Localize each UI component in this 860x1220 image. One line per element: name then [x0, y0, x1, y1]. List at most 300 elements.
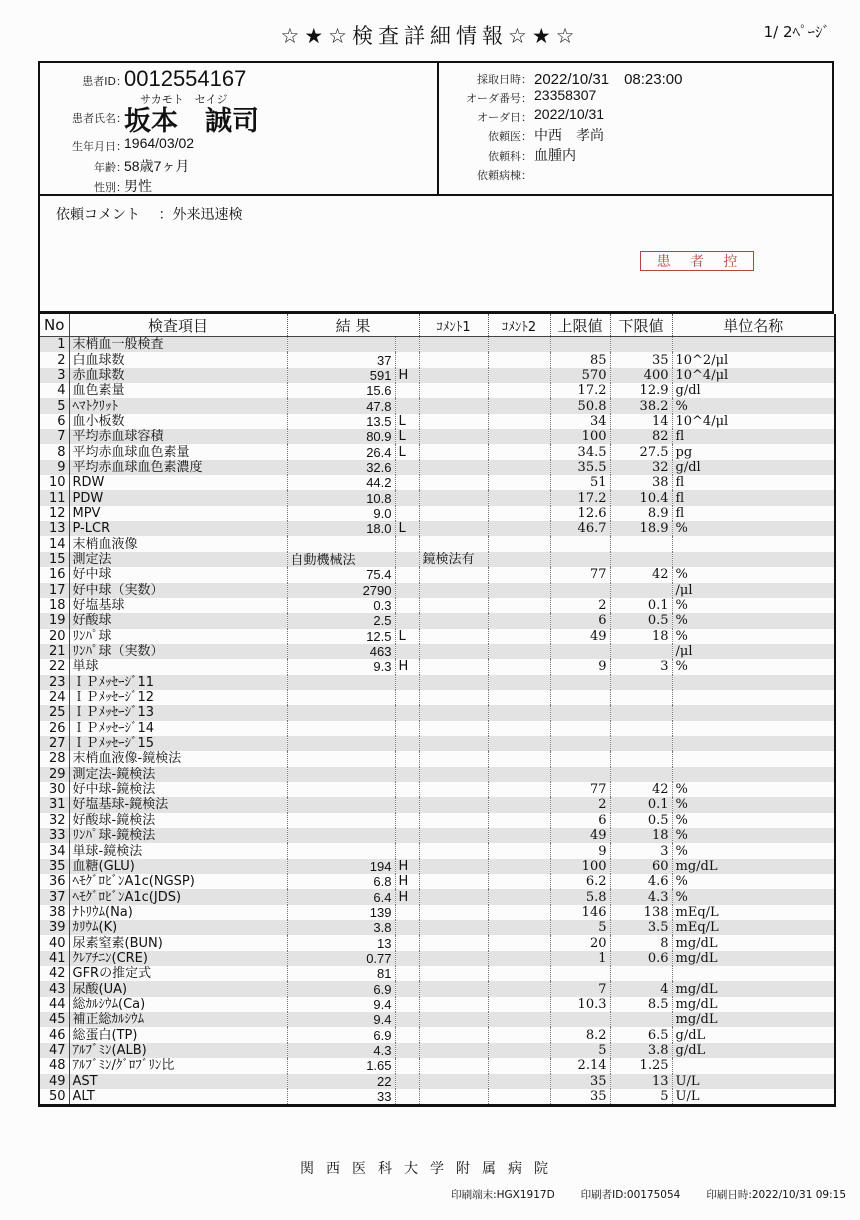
patient-copy-stamp	[640, 251, 754, 271]
result-value: 15.6	[287, 383, 395, 398]
unit-name: %	[675, 598, 688, 614]
lower-limit	[610, 966, 672, 981]
lower-limit: 138	[610, 905, 672, 920]
comment1	[419, 475, 488, 490]
comment2	[488, 859, 550, 874]
comment2	[488, 506, 550, 521]
result-value: 139	[287, 905, 395, 920]
table-row	[39, 751, 835, 766]
upper-limit: 1	[550, 951, 610, 966]
test-item-name: GFRの推定式	[69, 966, 287, 981]
unit-name: %	[672, 521, 835, 536]
stamp-char: 控	[723, 254, 738, 270]
lower-limit	[610, 751, 672, 766]
row-number: 42	[39, 966, 69, 981]
result-value: 0.3	[287, 598, 395, 613]
row-number: 25	[39, 705, 69, 720]
table-row	[39, 521, 835, 536]
row-number: 18	[39, 598, 69, 613]
comment1: 鏡検法有	[419, 552, 488, 567]
abnormal-flag	[395, 506, 419, 521]
comment1	[419, 352, 488, 367]
abnormal-flag	[395, 813, 419, 828]
test-item-name: MPV	[69, 506, 287, 521]
unit-name: fl	[675, 505, 685, 521]
abnormal-flag	[395, 828, 419, 843]
table-row	[39, 782, 835, 797]
upper-limit: 85	[550, 352, 610, 367]
abnormal-flag	[395, 966, 419, 981]
abnormal-flag: H	[395, 874, 419, 889]
test-item-name: ＩＰﾒｯｾｰｼﾞ11	[69, 675, 287, 690]
test-item-name: 補正総ｶﾙｼｳﾑ	[69, 1012, 287, 1027]
row-number: 9	[39, 460, 69, 475]
unit-name	[672, 966, 835, 981]
abnormal-flag	[395, 490, 419, 505]
comment2	[488, 1012, 550, 1027]
comment2	[488, 1058, 550, 1073]
row-number: 23	[39, 675, 69, 690]
comment2	[488, 567, 550, 582]
unit-name: 10^4/μl	[675, 413, 729, 429]
lower-limit: 18.9	[610, 521, 672, 536]
sex-label: 性別：	[94, 181, 127, 194]
abnormal-flag	[395, 644, 419, 659]
row-number: 20	[39, 629, 69, 644]
table-row	[39, 997, 835, 1012]
comment1	[419, 920, 488, 935]
lower-limit: 400	[610, 368, 672, 383]
lower-limit: 3.8	[610, 1043, 672, 1058]
table-row	[39, 368, 835, 383]
unit-name: %	[672, 398, 835, 413]
test-item-name: ﾍﾓｸﾞﾛﾋﾞﾝA1c(JDS)	[69, 889, 287, 904]
test-item-name: ＩＰﾒｯｾｰｼﾞ12	[69, 690, 287, 705]
comment1	[419, 981, 488, 996]
table-row	[39, 1027, 835, 1042]
unit-name: g/dl	[672, 460, 835, 475]
comment2	[488, 490, 550, 505]
result-value: 1.65	[287, 1058, 395, 1073]
result-value: 4.3	[287, 1043, 395, 1058]
order-date-label: オーダ日：	[477, 111, 532, 124]
row-number: 1	[39, 337, 69, 353]
comment1	[419, 767, 488, 782]
abnormal-flag	[395, 613, 419, 628]
unit-name: pg	[675, 444, 693, 460]
patient-name-label: 患者氏名：	[72, 112, 127, 125]
comment1	[419, 536, 488, 551]
test-item-name: 好酸球	[69, 613, 287, 628]
comment1	[419, 889, 488, 904]
upper-limit	[550, 705, 610, 720]
stamp-char: 患	[656, 254, 671, 270]
upper-limit: 100	[550, 429, 610, 444]
row-number: 10	[39, 475, 69, 490]
row-number: 21	[39, 644, 69, 659]
upper-limit: 6	[550, 613, 610, 628]
row-number: 6	[39, 414, 69, 429]
abnormal-flag	[395, 905, 419, 920]
lower-limit: 5	[610, 1089, 672, 1106]
table-row	[39, 1058, 835, 1073]
test-item-name: 好塩基球-鏡検法	[69, 797, 287, 812]
table-header-row	[39, 314, 835, 337]
comment1	[419, 1074, 488, 1089]
table-row	[39, 414, 835, 429]
lower-limit: 8	[610, 935, 672, 950]
test-item-name: 尿素窒素(BUN)	[69, 935, 287, 950]
unit-name: 10^2/μl	[675, 352, 729, 368]
lower-limit: 38.2	[610, 398, 672, 413]
lower-limit: 12.9	[610, 383, 672, 398]
unit-name: mg/dL	[672, 1012, 835, 1027]
upper-limit	[550, 644, 610, 659]
comment2	[488, 368, 550, 383]
unit-name: %	[675, 812, 688, 828]
hospital-name: 関西医科大学附属病院	[300, 1161, 560, 1177]
unit-name: g/dL	[675, 1027, 706, 1043]
result-value	[287, 705, 395, 720]
comment1	[419, 368, 488, 383]
test-item-name: 尿酸(UA)	[69, 981, 287, 996]
unit-name: mg/dL	[675, 996, 718, 1012]
upper-limit: 5.8	[550, 889, 610, 904]
test-item-name: 赤血球数	[69, 368, 287, 383]
row-number: 16	[39, 567, 69, 582]
abnormal-flag: L	[395, 414, 419, 429]
abnormal-flag	[395, 1058, 419, 1073]
patient-id: 0012554167	[124, 66, 247, 91]
table-row	[39, 874, 835, 889]
print-info	[451, 1187, 846, 1202]
dob-label: 生年月日：	[72, 140, 127, 153]
abnormal-flag	[395, 767, 419, 782]
result-value	[287, 843, 395, 858]
upper-limit: 9	[550, 843, 610, 858]
lower-limit: 60	[610, 859, 672, 874]
comment1	[419, 629, 488, 644]
lower-limit	[610, 767, 672, 782]
table-row	[39, 552, 835, 567]
upper-limit	[550, 721, 610, 736]
row-number: 13	[39, 521, 69, 536]
lower-limit: 14	[610, 414, 672, 429]
table-row	[39, 644, 835, 659]
comment1	[419, 414, 488, 429]
table-row	[39, 889, 835, 904]
upper-limit	[550, 675, 610, 690]
table-row	[39, 444, 835, 459]
abnormal-flag	[395, 567, 419, 582]
result-value: 9.4	[287, 1012, 395, 1027]
upper-limit: 17.2	[550, 383, 610, 398]
test-item-name: 末梢血液像-鏡検法	[69, 751, 287, 766]
table-row	[39, 767, 835, 782]
abnormal-flag: L	[395, 521, 419, 536]
result-value: 37	[287, 352, 395, 367]
upper-limit: 35.5	[550, 460, 610, 475]
test-item-name: ﾘﾝﾊﾟ球-鏡検法	[69, 828, 287, 843]
unit-name: fl	[672, 429, 835, 444]
lower-limit: 35	[610, 352, 672, 367]
comment2	[488, 429, 550, 444]
test-item-name: ﾍﾓｸﾞﾛﾋﾞﾝA1c(NGSP)	[69, 874, 287, 889]
upper-limit: 34	[550, 414, 610, 429]
abnormal-flag	[395, 460, 419, 475]
result-value	[287, 337, 395, 353]
comment2	[488, 613, 550, 628]
unit-name: 10^4/μl	[672, 368, 835, 383]
abnormal-flag: L	[395, 444, 419, 459]
unit-name: fl	[675, 475, 685, 491]
sex: 男性	[124, 178, 152, 194]
table-row	[39, 813, 835, 828]
unit-name: fl	[672, 490, 835, 505]
upper-limit: 49	[550, 629, 610, 644]
row-number: 37	[39, 889, 69, 904]
lower-limit: 18	[610, 828, 672, 843]
upper-limit: 6	[550, 813, 610, 828]
upper-limit	[550, 966, 610, 981]
upper-limit	[550, 583, 610, 598]
lower-limit: 0.1	[610, 598, 672, 613]
abnormal-flag	[395, 736, 419, 751]
abnormal-flag	[395, 843, 419, 858]
result-value	[287, 797, 395, 812]
table-row	[39, 659, 835, 674]
unit-name: U/L	[672, 1074, 835, 1089]
comment2	[488, 736, 550, 751]
table-row	[39, 705, 835, 720]
abnormal-flag: H	[395, 859, 419, 874]
doctor: 中西 孝尚	[534, 127, 604, 143]
comment1	[419, 951, 488, 966]
row-number: 39	[39, 920, 69, 935]
test-item-name: ＩＰﾒｯｾｰｼﾞ15	[69, 736, 287, 751]
comment1	[419, 1043, 488, 1058]
result-value: 6.9	[287, 981, 395, 996]
result-value: 6.8	[287, 874, 395, 889]
test-item-name: P-LCR	[69, 521, 287, 536]
lower-limit: 0.5	[610, 813, 672, 828]
lower-limit	[610, 675, 672, 690]
table-row	[39, 429, 835, 444]
unit-name: %	[675, 782, 688, 798]
abnormal-flag	[395, 583, 419, 598]
col-header-comment2: ｺﾒﾝﾄ2	[488, 314, 550, 337]
result-value: 18.0	[287, 521, 395, 536]
test-item-name: 末梢血一般検査	[69, 337, 287, 353]
unit-name	[672, 337, 835, 353]
upper-limit: 2.14	[550, 1058, 610, 1073]
col-header-comment1: ｺﾒﾝﾄ1	[419, 314, 488, 337]
test-item-name: 総蛋白(TP)	[69, 1027, 287, 1042]
result-value: 自動機械法	[287, 552, 395, 567]
table-row	[39, 506, 835, 521]
unit-name: /μl	[672, 644, 835, 659]
lower-limit: 42	[610, 567, 672, 582]
unit-name: mg/dL	[672, 981, 835, 996]
comment2	[488, 629, 550, 644]
table-row	[39, 567, 835, 582]
unit-name: %	[675, 659, 688, 675]
comment2	[488, 337, 550, 353]
test-item-name: ﾘﾝﾊﾟ球（実数）	[69, 644, 287, 659]
unit-name	[672, 721, 835, 736]
unit-name: g/dl	[675, 383, 701, 399]
lower-limit: 3	[610, 843, 672, 858]
comment2	[488, 383, 550, 398]
printer-id: 印刷者ID:00175054	[580, 1189, 681, 1201]
table-row	[39, 598, 835, 613]
result-value: 22	[287, 1074, 395, 1089]
stamp-char: 者	[689, 254, 704, 270]
upper-limit: 49	[550, 828, 610, 843]
comment1	[419, 1012, 488, 1027]
row-number: 24	[39, 690, 69, 705]
test-item-name: RDW	[69, 475, 287, 490]
comment2	[488, 552, 550, 567]
row-number: 47	[39, 1043, 69, 1058]
comment1	[419, 751, 488, 766]
lower-limit: 38	[610, 475, 672, 490]
result-value: 80.9	[287, 429, 395, 444]
comment1	[419, 398, 488, 413]
table-row	[39, 1043, 835, 1058]
row-number: 44	[39, 997, 69, 1012]
abnormal-flag	[395, 797, 419, 812]
table-row	[39, 736, 835, 751]
abnormal-flag: L	[395, 429, 419, 444]
upper-limit: 5	[550, 920, 610, 935]
result-value: 10.8	[287, 490, 395, 505]
comment2	[488, 920, 550, 935]
table-row	[39, 1012, 835, 1027]
test-item-name: ｶﾘｳﾑ(K)	[69, 920, 287, 935]
result-value	[287, 675, 395, 690]
comment1	[419, 874, 488, 889]
comment2	[488, 690, 550, 705]
table-row	[39, 905, 835, 920]
comment2	[488, 874, 550, 889]
lower-limit: 27.5	[610, 444, 672, 459]
test-item-name: ｸﾚｱﾁﾆﾝ(CRE)	[69, 951, 287, 966]
abnormal-flag	[395, 751, 419, 766]
comment1	[419, 444, 488, 459]
unit-name: mEq/L	[675, 904, 719, 920]
test-item-name: 好中球（実数）	[69, 583, 287, 598]
result-value	[287, 736, 395, 751]
unit-name: mg/dL	[672, 951, 835, 966]
table-row	[39, 797, 835, 812]
lower-limit: 6.5	[610, 1027, 672, 1042]
table-row	[39, 383, 835, 398]
result-value	[287, 721, 395, 736]
result-value: 3.8	[287, 920, 395, 935]
result-value: 9.0	[287, 506, 395, 521]
abnormal-flag	[395, 705, 419, 720]
comment2	[488, 659, 550, 674]
lower-limit: 4.6	[610, 874, 672, 889]
test-item-name: 白血球数	[69, 352, 287, 367]
unit-name: U/L	[675, 1089, 700, 1105]
upper-limit: 17.2	[550, 490, 610, 505]
lower-limit	[610, 705, 672, 720]
test-item-name: 平均赤血球血色素濃度	[69, 460, 287, 475]
comment2	[488, 414, 550, 429]
result-value	[287, 767, 395, 782]
row-number: 35	[39, 859, 69, 874]
upper-limit: 9	[550, 659, 610, 674]
upper-limit: 6.2	[550, 874, 610, 889]
comment1	[419, 1058, 488, 1073]
result-value: 194	[287, 859, 395, 874]
abnormal-flag: L	[395, 629, 419, 644]
row-number: 43	[39, 981, 69, 996]
table-row	[39, 981, 835, 996]
test-item-name: 血色素量	[69, 383, 287, 398]
result-value: 6.4	[287, 889, 395, 904]
lower-limit: 32	[610, 460, 672, 475]
request-comment-box	[38, 196, 834, 314]
abnormal-flag	[395, 1074, 419, 1089]
lower-limit	[610, 644, 672, 659]
comment1	[419, 997, 488, 1012]
abnormal-flag	[395, 690, 419, 705]
comment1	[419, 782, 488, 797]
upper-limit: 77	[550, 782, 610, 797]
result-value: 463	[287, 644, 395, 659]
comment2	[488, 444, 550, 459]
lower-limit	[610, 721, 672, 736]
comment2	[488, 1027, 550, 1042]
table-row	[39, 490, 835, 505]
request-comment	[56, 204, 242, 224]
result-value: 13	[287, 935, 395, 950]
comment1	[419, 905, 488, 920]
unit-name: mg/dL	[675, 935, 718, 951]
row-number: 50	[39, 1089, 69, 1106]
lower-limit: 10.4	[610, 490, 672, 505]
results-table	[38, 314, 836, 1107]
test-item-name: ALT	[69, 1089, 287, 1106]
comment1	[419, 935, 488, 950]
test-item-name: 総ｶﾙｼｳﾑ(Ca)	[69, 997, 287, 1012]
dept-label: 依頼科：	[488, 150, 532, 163]
result-value: 32.6	[287, 460, 395, 475]
unit-name: %	[675, 874, 688, 890]
table-row	[39, 475, 835, 490]
comment2	[488, 828, 550, 843]
lower-limit: 4	[610, 981, 672, 996]
comment-label: 依頼コメント	[56, 207, 140, 223]
lower-limit	[610, 736, 672, 751]
comment1	[419, 490, 488, 505]
comment2	[488, 889, 550, 904]
comment1	[419, 1027, 488, 1042]
upper-limit: 77	[550, 567, 610, 582]
result-value: 44.2	[287, 475, 395, 490]
unit-name	[672, 675, 835, 690]
comment2	[488, 460, 550, 475]
comment-text: ：外来迅速検	[158, 207, 243, 223]
comment2	[488, 1074, 550, 1089]
test-item-name: 平均赤血球血色素量	[69, 444, 287, 459]
upper-limit: 5	[550, 1043, 610, 1058]
lower-limit	[610, 536, 672, 551]
lower-limit: 82	[610, 429, 672, 444]
